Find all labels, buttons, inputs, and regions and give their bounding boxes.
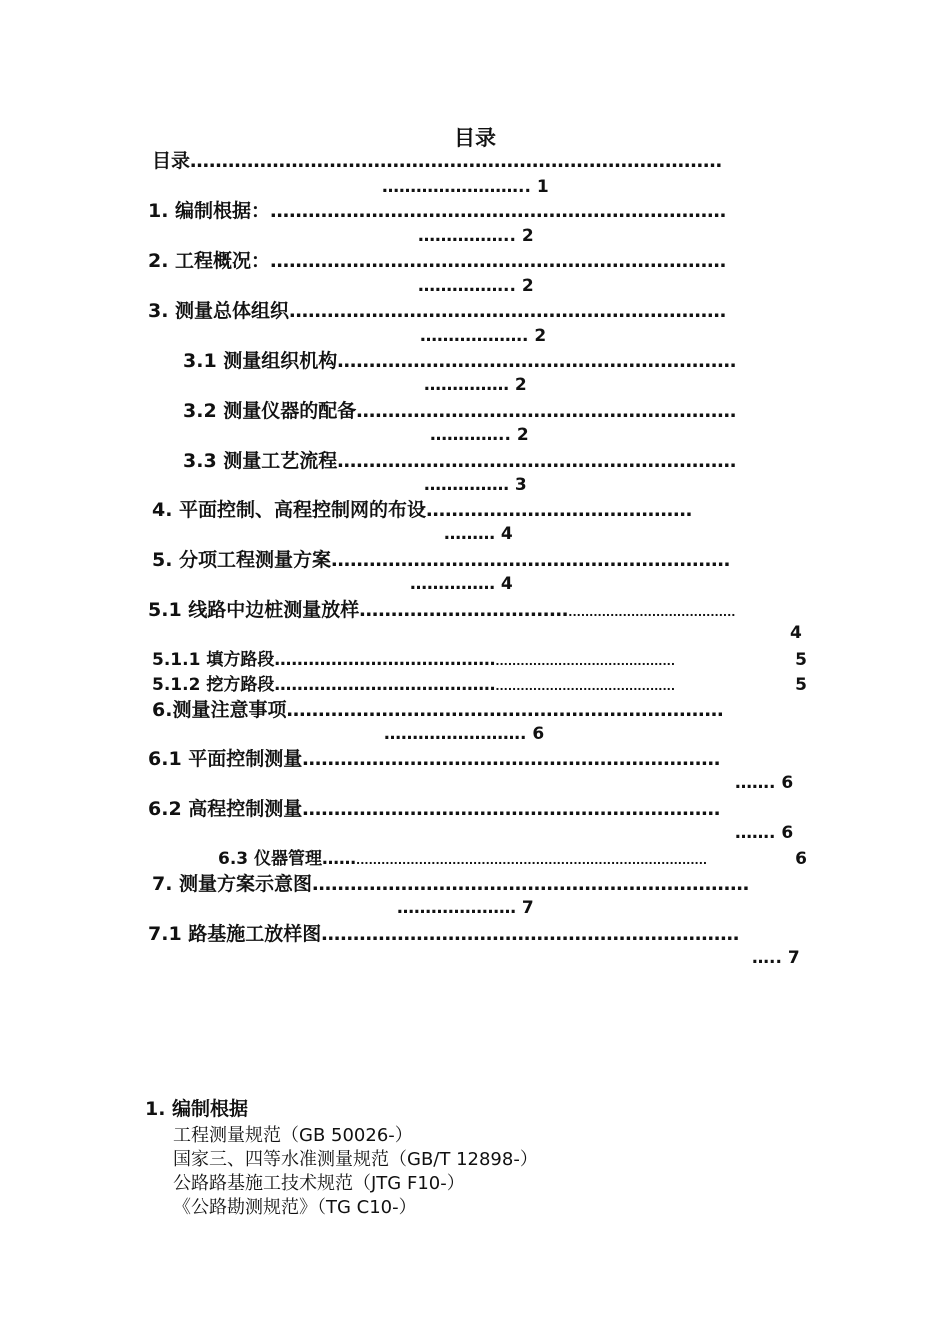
toc-entry-label: 3.2 测量仪器的配备: [183, 400, 357, 422]
toc-entry-continuation: [410, 572, 513, 596]
toc-entry[interactable]: [148, 921, 805, 947]
toc-entry[interactable]: [152, 697, 795, 723]
basis-item: 国家三、四等水准测量规范（GB/T 12898-）: [173, 1149, 538, 1170]
toc-entry-continuation: [420, 324, 546, 348]
toc-entry[interactable]: [148, 597, 805, 623]
toc-entry-continuation: [430, 423, 529, 447]
toc-leader-dots: ……………………………………………………………: [312, 873, 750, 895]
toc-entry[interactable]: [148, 248, 800, 274]
toc-entry-continuation: [418, 224, 534, 248]
toc-page-number: 6: [791, 846, 807, 872]
toc-entry-label: 5.1.1 填方路段: [152, 650, 275, 670]
toc-leader-dots: ....................................................................................: [356, 854, 708, 867]
toc-leader-dots: ……………………..: [382, 177, 537, 197]
toc-page-number: 6: [781, 773, 794, 793]
toc-leader-dots: ........................................: [568, 606, 736, 619]
toc-title: 目录: [454, 126, 496, 150]
toc-page-number: 4: [500, 574, 513, 594]
toc-entry-continuation: [752, 946, 800, 970]
toc-leader-dots: ……………………………………: [426, 499, 693, 521]
toc-leader-dots: ...........................................: [495, 655, 676, 668]
toc-entry[interactable]: [218, 846, 807, 872]
toc-entry-label: 5. 分项工程测量方案: [152, 549, 332, 571]
toc-leader-dots: ………………………………………………………………: [270, 200, 727, 222]
toc-entry-continuation: [384, 722, 544, 746]
toc-entry-continuation: [735, 821, 793, 845]
basis-heading: 1. 编制根据: [145, 1098, 249, 1120]
toc-leader-dots: …………………………………………………………: [302, 798, 721, 820]
toc-entry[interactable]: [152, 647, 807, 673]
toc-page-number: 4: [790, 623, 802, 643]
toc-leader-dots: …………..: [430, 425, 517, 445]
toc-entry-label: 4. 平面控制、高程控制网的布设: [152, 499, 427, 521]
toc-leader-dots: …………………………………: [274, 650, 496, 670]
toc-entry-label: 目录: [152, 150, 191, 172]
toc-entry-label: 6.3 仪器管理: [218, 849, 323, 869]
toc-leader-dots: ……………………………………………………………: [286, 699, 724, 721]
toc-leader-dots: ……………………………………………………………: [289, 300, 727, 322]
toc-entry-label: 5.1.2 挖方路段: [152, 675, 275, 695]
toc-entry-continuation: [418, 274, 534, 298]
toc-entry-label: 2. 工程概况：: [148, 250, 271, 272]
toc-page-number: 2: [516, 425, 529, 445]
toc-leader-dots: …….: [735, 823, 782, 843]
toc-entry-label: 3.3 测量工艺流程: [183, 450, 338, 472]
toc-page-number: 6: [781, 823, 794, 843]
toc-page-number: 2: [521, 226, 534, 246]
toc-entry-label: 6.1 平面控制测量: [148, 748, 303, 770]
toc-entry-label: 3.1 测量组织机构: [183, 350, 338, 372]
toc-entry-label: 6.2 高程控制测量: [148, 798, 303, 820]
toc-entry[interactable]: [148, 746, 805, 772]
toc-page-number: 2: [514, 375, 527, 395]
toc-entry-continuation: [444, 522, 513, 546]
toc-entry-continuation: [424, 473, 527, 497]
toc-entry[interactable]: [152, 148, 800, 174]
toc-leader-dots: …………………………………………………………: [321, 923, 740, 945]
toc-entry-continuation: [424, 373, 527, 397]
toc-leader-dots: ……………………………………………………: [356, 400, 737, 422]
toc-leader-dots: …………………………………………………………: [302, 748, 721, 770]
toc-leader-dots: ……………..: [418, 226, 522, 246]
toc-page-number: 7: [787, 948, 800, 968]
toc-entry-continuation: [735, 771, 793, 795]
toc-entry[interactable]: [148, 198, 800, 224]
toc-leader-dots: …………………….: [384, 724, 533, 744]
toc-entry-label: 7.1 路基施工放样图: [148, 923, 322, 945]
toc-leader-dots: ……………: [410, 574, 501, 594]
toc-entry[interactable]: [183, 448, 795, 474]
toc-leader-dots: ……………: [424, 475, 515, 495]
toc-leader-dots: ………………………………………………………: [337, 450, 737, 472]
toc-entry-label: 1. 编制根据：: [148, 200, 271, 222]
toc-entry-label: 3. 测量总体组织: [148, 300, 290, 322]
toc-page-number: 1: [536, 177, 549, 197]
toc-page-number: 3: [514, 475, 527, 495]
toc-entry[interactable]: [183, 348, 795, 374]
toc-page-number: 5: [791, 647, 807, 673]
toc-leader-dots: ……………………………: [359, 599, 569, 621]
toc-entry[interactable]: [152, 547, 798, 573]
toc-page-number: 7: [521, 898, 534, 918]
toc-leader-dots: ………………………………………………………: [331, 549, 731, 571]
basis-item: 工程测量规范（GB 50026-）: [173, 1125, 413, 1146]
toc-entry[interactable]: [152, 672, 807, 698]
toc-leader-dots: …………………: [397, 898, 522, 918]
toc-entry[interactable]: [152, 497, 798, 523]
toc-entry[interactable]: [183, 398, 795, 424]
toc-leader-dots: ………………………………………………………………: [270, 250, 727, 272]
toc-leader-dots: …………………………………: [274, 675, 496, 695]
toc-leader-dots: ……………: [424, 375, 515, 395]
toc-leader-dots: ……………..: [418, 276, 522, 296]
toc-page-number: 4: [500, 524, 513, 544]
toc-page-number: 2: [521, 276, 534, 296]
toc-page-number: 5: [791, 672, 807, 698]
toc-entry-label: 7. 测量方案示意图: [152, 873, 313, 895]
toc-leader-dots: …….: [735, 773, 782, 793]
toc-page-number: 2: [534, 326, 547, 346]
toc-leader-dots: ……………….: [420, 326, 535, 346]
toc-leader-dots: …………………………………………………………………………: [190, 150, 723, 172]
toc-entry[interactable]: [148, 298, 800, 324]
toc-leader-dots: ………………………………………………………: [337, 350, 737, 372]
toc-leader-dots: ……: [322, 849, 357, 869]
toc-entry[interactable]: [148, 796, 805, 822]
toc-leader-dots: ...........................................: [495, 680, 676, 693]
basis-item: 《公路勘测规范》（TG C10-）: [173, 1197, 417, 1218]
toc-page-number: 6: [532, 724, 545, 744]
basis-item: 公路路基施工技术规范（JTG F10-）: [173, 1173, 465, 1194]
toc-entry-label: 6.测量注意事项: [152, 699, 287, 721]
toc-leader-dots: …..: [752, 948, 788, 968]
toc-entry[interactable]: [152, 871, 798, 897]
toc-leader-dots: ………: [444, 524, 501, 544]
toc-entry-continuation: [382, 175, 549, 199]
toc-entry-continuation: [397, 896, 534, 920]
toc-entry-label: 5.1 线路中边桩测量放样: [148, 599, 360, 621]
